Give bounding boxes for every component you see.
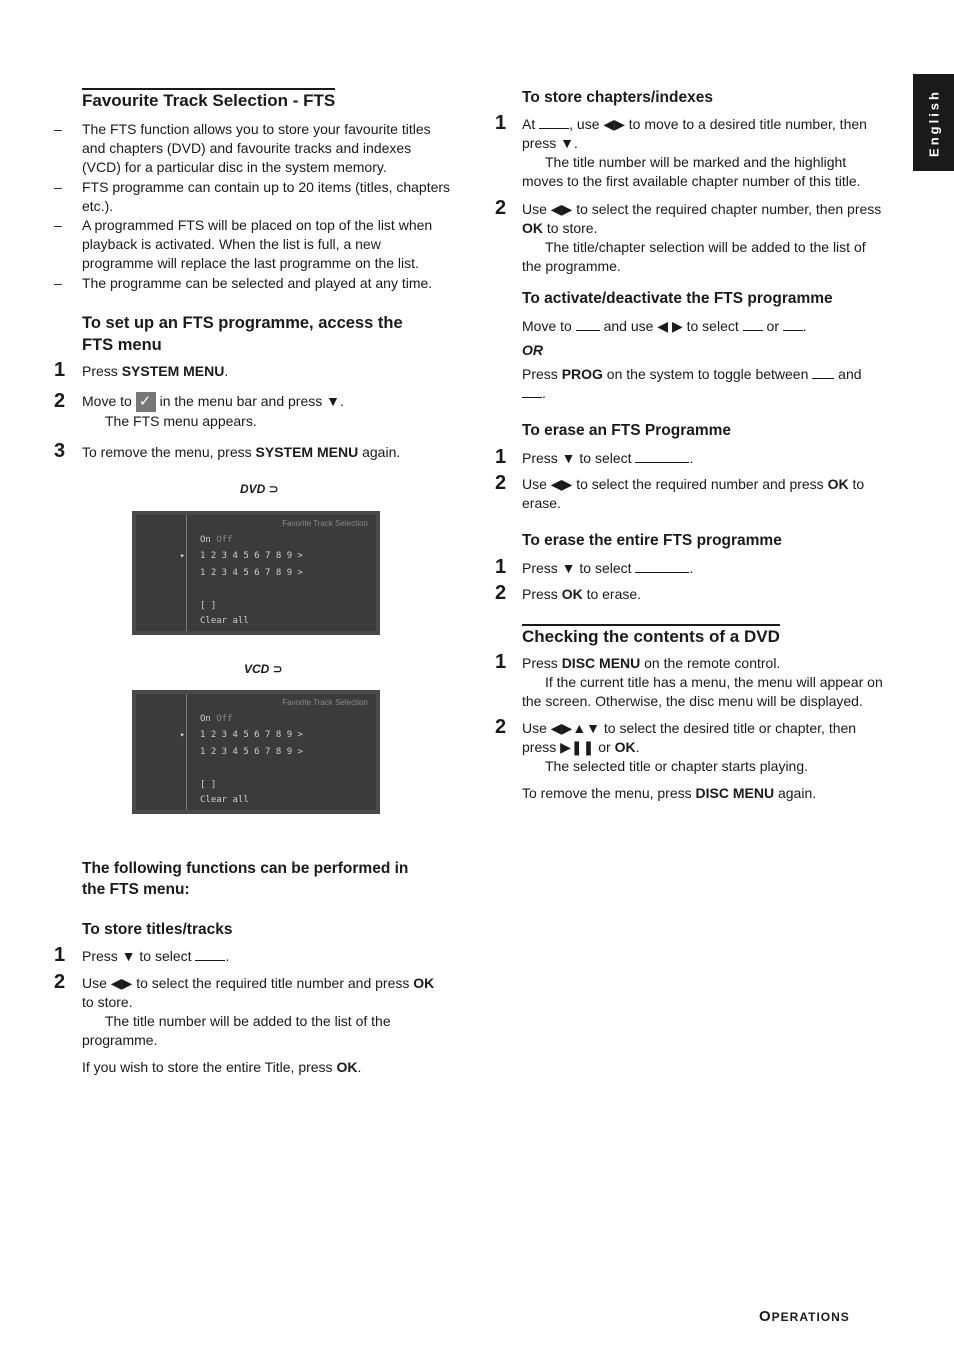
text: If you wish to store the entire Title, press (82, 1059, 337, 1075)
screen-cursor: ▸ (180, 551, 186, 561)
off-label: Off (216, 714, 233, 724)
text: Press ▼ to select (82, 948, 196, 964)
step-number: 3 (54, 440, 66, 462)
setup-heading-line-2: FTS menu (82, 336, 162, 354)
step-number: 2 (495, 716, 507, 738)
bullet-3-line-3: programme will replace the last programme on the list. (82, 255, 419, 271)
language-tab (913, 74, 954, 171)
checking-title-text: Checking the contents of a DVD (522, 624, 780, 647)
step-2-note: The FTS menu appears. (105, 413, 257, 430)
screen-on-off (200, 714, 233, 724)
screen-marker: [ ] (200, 601, 217, 611)
following-line-1: The following functions can be performed in (82, 860, 409, 877)
following-heading (82, 858, 408, 900)
bullet-3 (82, 216, 432, 273)
dvd-fts-screen (132, 511, 380, 635)
setup-heading-line-1: To set up an FTS programme, access the (82, 314, 403, 332)
text: to erase. (582, 586, 642, 602)
checking-section-title (522, 624, 780, 647)
prog-text (522, 365, 862, 403)
key-name: OK (827, 476, 849, 492)
blank-field (635, 452, 689, 463)
screen-clear-all: Clear all (200, 616, 249, 626)
step-number: 1 (495, 112, 507, 134)
text: moves to the first available chapter number of this title. (522, 173, 861, 189)
screen-divider (186, 694, 187, 810)
bullet-1 (82, 120, 431, 177)
screen-chapter-row: 1 2 3 4 5 6 7 8 9 > (200, 568, 303, 578)
blank-field (743, 320, 763, 331)
screen-divider (186, 515, 187, 631)
footer-section-label (759, 1308, 850, 1325)
on-label: On (200, 535, 211, 545)
text: . (542, 385, 546, 401)
text: The title/chapter selection will be added to the list of (545, 239, 866, 255)
fts-title-text: Favourite Track Selection - FTS (82, 88, 335, 111)
text: on the remote control. (640, 655, 781, 671)
screen-marker: [ ] (200, 780, 217, 790)
text: Use ◀▶ to select the required title number and press (82, 975, 414, 991)
text: Move to (82, 393, 136, 409)
checking-step-1 (522, 654, 883, 711)
setup-step-3 (82, 443, 400, 462)
text: To remove the menu, press (522, 785, 696, 801)
bullet-2 (82, 178, 450, 216)
screen-track-row: 1 2 3 4 5 6 7 8 9 > (200, 730, 303, 740)
activate-heading: To activate/deactivate the FTS programme (522, 290, 833, 307)
text: At (522, 116, 540, 132)
text: The selected title or chapter starts playing. (545, 758, 809, 774)
text: programme. (82, 1032, 158, 1048)
text: Press ▼ to select (522, 560, 636, 576)
bullet-dash: – (54, 217, 62, 233)
dvd-logo-text: DVD (240, 482, 266, 496)
text: or (762, 318, 783, 334)
step-number: 1 (495, 651, 507, 673)
bullet-3-line-2: playback is activated. When the list is full, a new (82, 236, 381, 252)
screen-title: Favorite Track Selection (282, 698, 368, 707)
text: erase. (522, 495, 561, 511)
key-name: DISC MENU (561, 655, 641, 671)
blank-field (576, 320, 600, 331)
erase-all-step-2 (522, 585, 641, 604)
text: The title number will be added to the list of the (105, 1013, 391, 1029)
text: Use ◀▶ to select the required chapter number, then press (522, 201, 882, 217)
step-number: 1 (54, 944, 66, 966)
text: again. (774, 785, 817, 801)
following-line-2: the FTS menu: (82, 881, 190, 898)
on-label: On (200, 714, 211, 724)
step-number: 2 (495, 472, 507, 494)
text: to store. (543, 220, 598, 236)
key-name: OK (561, 586, 583, 602)
remove-menu-text (522, 784, 816, 803)
step-number: 1 (495, 556, 507, 578)
step-number: 2 (54, 971, 66, 993)
step-number: 1 (54, 359, 66, 381)
bullet-3-line-1: A programmed FTS will be placed on top of the list when (82, 217, 433, 233)
text: and use ◀ ▶ to select (599, 318, 743, 334)
off-label: Off (216, 535, 233, 545)
step-number: 2 (495, 582, 507, 604)
bullet-dash: – (54, 121, 62, 137)
fts-section-title (82, 88, 335, 111)
text: in the menu bar and press ▼. (155, 393, 344, 409)
setup-step-1 (82, 362, 228, 381)
vcd-logo: VCD ⊃ (244, 662, 283, 676)
text: and (834, 366, 862, 382)
erase-step-2 (522, 475, 864, 513)
bullet-1-line-3: (VCD) for a particular disc in the system memory. (82, 159, 387, 175)
bullet-2-line-2: etc.). (82, 198, 114, 214)
screen-cursor: ▸ (180, 730, 186, 740)
key-name: OK (336, 1059, 358, 1075)
screen-title-row: 1 2 3 4 5 6 7 8 9 > (200, 551, 303, 561)
erase-heading: To erase an FTS Programme (522, 422, 732, 439)
text: Use ◀▶▲▼ to select the desired title or chapter, then (522, 720, 857, 736)
fts-checkbox-icon (136, 392, 156, 412)
erase-step-1: Press ▼ to select . (522, 450, 694, 466)
bullet-dash: – (54, 179, 62, 195)
key-name: DISC MENU (695, 785, 775, 801)
store-titles-step-2 (82, 974, 434, 1050)
text: . (357, 1059, 362, 1075)
dvd-logo: DVD ⊃ (240, 482, 279, 496)
blank-field (812, 368, 834, 379)
step-number: 2 (495, 197, 507, 219)
text: If the current title has a menu, the menu will appear on (545, 674, 883, 690)
blank-field (539, 118, 569, 129)
erase-all-step-1: Press ▼ to select . (522, 560, 694, 576)
key-name: OK (522, 220, 543, 236)
setup-step-2 (82, 392, 344, 431)
setup-heading (82, 312, 403, 356)
text: To remove the menu, press (82, 444, 256, 460)
screen-on-off (200, 535, 233, 545)
store-titles-step-1: Press ▼ to select . (82, 948, 230, 964)
bullet-4-line-1: The programme can be selected and played at any time. (82, 275, 433, 291)
bullet-1-line-2: and chapters (DVD) and favourite tracks and indexes (82, 140, 412, 156)
vcd-logo-text: VCD (244, 662, 270, 676)
blank-field (635, 562, 689, 573)
bullet-4 (82, 274, 432, 293)
screen-clear-all: Clear all (200, 795, 249, 805)
text: on the system to toggle between (602, 366, 813, 382)
step-number: 1 (495, 446, 507, 468)
key-name: SYSTEM MENU (121, 363, 225, 379)
bullet-dash: – (54, 275, 62, 291)
blank-field (522, 387, 542, 398)
text: Press ▼ to select (522, 450, 636, 466)
screen-index-row: 1 2 3 4 5 6 7 8 9 > (200, 747, 303, 757)
key-name: OK (614, 739, 636, 755)
text: . (635, 739, 640, 755)
bullet-2-line-1: FTS programme can contain up to 20 items (titles, chapters (82, 179, 451, 195)
key-name: SYSTEM MENU (255, 444, 359, 460)
text: Press (522, 655, 562, 671)
text: Move to (522, 318, 576, 334)
store-chapters-heading: To store chapters/indexes (522, 89, 713, 106)
footer-rest: PERATIONS (771, 1310, 850, 1324)
text: to store. (82, 994, 133, 1010)
store-chapters-step-1 (522, 115, 867, 191)
step-number: 2 (54, 390, 66, 412)
text: . (802, 318, 807, 334)
store-entire-title (82, 1058, 361, 1077)
store-titles-heading: To store titles/tracks (82, 921, 233, 938)
text: the screen. Otherwise, the disc menu will be displayed. (522, 693, 863, 709)
footer-initial: O (759, 1308, 772, 1325)
text: the programme. (522, 258, 621, 274)
text: , use ◀▶ to move to a desired title number, then (569, 116, 867, 132)
screen-title: Favorite Track Selection (282, 519, 368, 528)
text: Press (522, 366, 562, 382)
text: press ▼. (522, 135, 578, 151)
key-name: PROG (561, 366, 603, 382)
text: again. (358, 444, 401, 460)
store-chapters-step-2 (522, 200, 881, 276)
text: Press (522, 586, 562, 602)
vcd-fts-screen (132, 690, 380, 814)
text: . (224, 363, 229, 379)
blank-field (783, 320, 803, 331)
text: press ▶❚❚ or (522, 739, 615, 755)
erase-all-heading: To erase the entire FTS programme (522, 532, 782, 549)
text: Press (82, 363, 122, 379)
checking-step-2 (522, 719, 856, 776)
bullet-1-line-1: The FTS function allows you to store your favourite titles (82, 121, 431, 137)
language-tab-label: English (926, 88, 941, 157)
text: The title number will be marked and the highlight (545, 154, 847, 170)
key-name: OK (413, 975, 435, 991)
activate-text (522, 317, 807, 336)
text: to (848, 476, 865, 492)
blank-field (195, 950, 225, 961)
text: Use ◀▶ to select the required number and press (522, 476, 828, 492)
or-label: OR (522, 342, 543, 358)
